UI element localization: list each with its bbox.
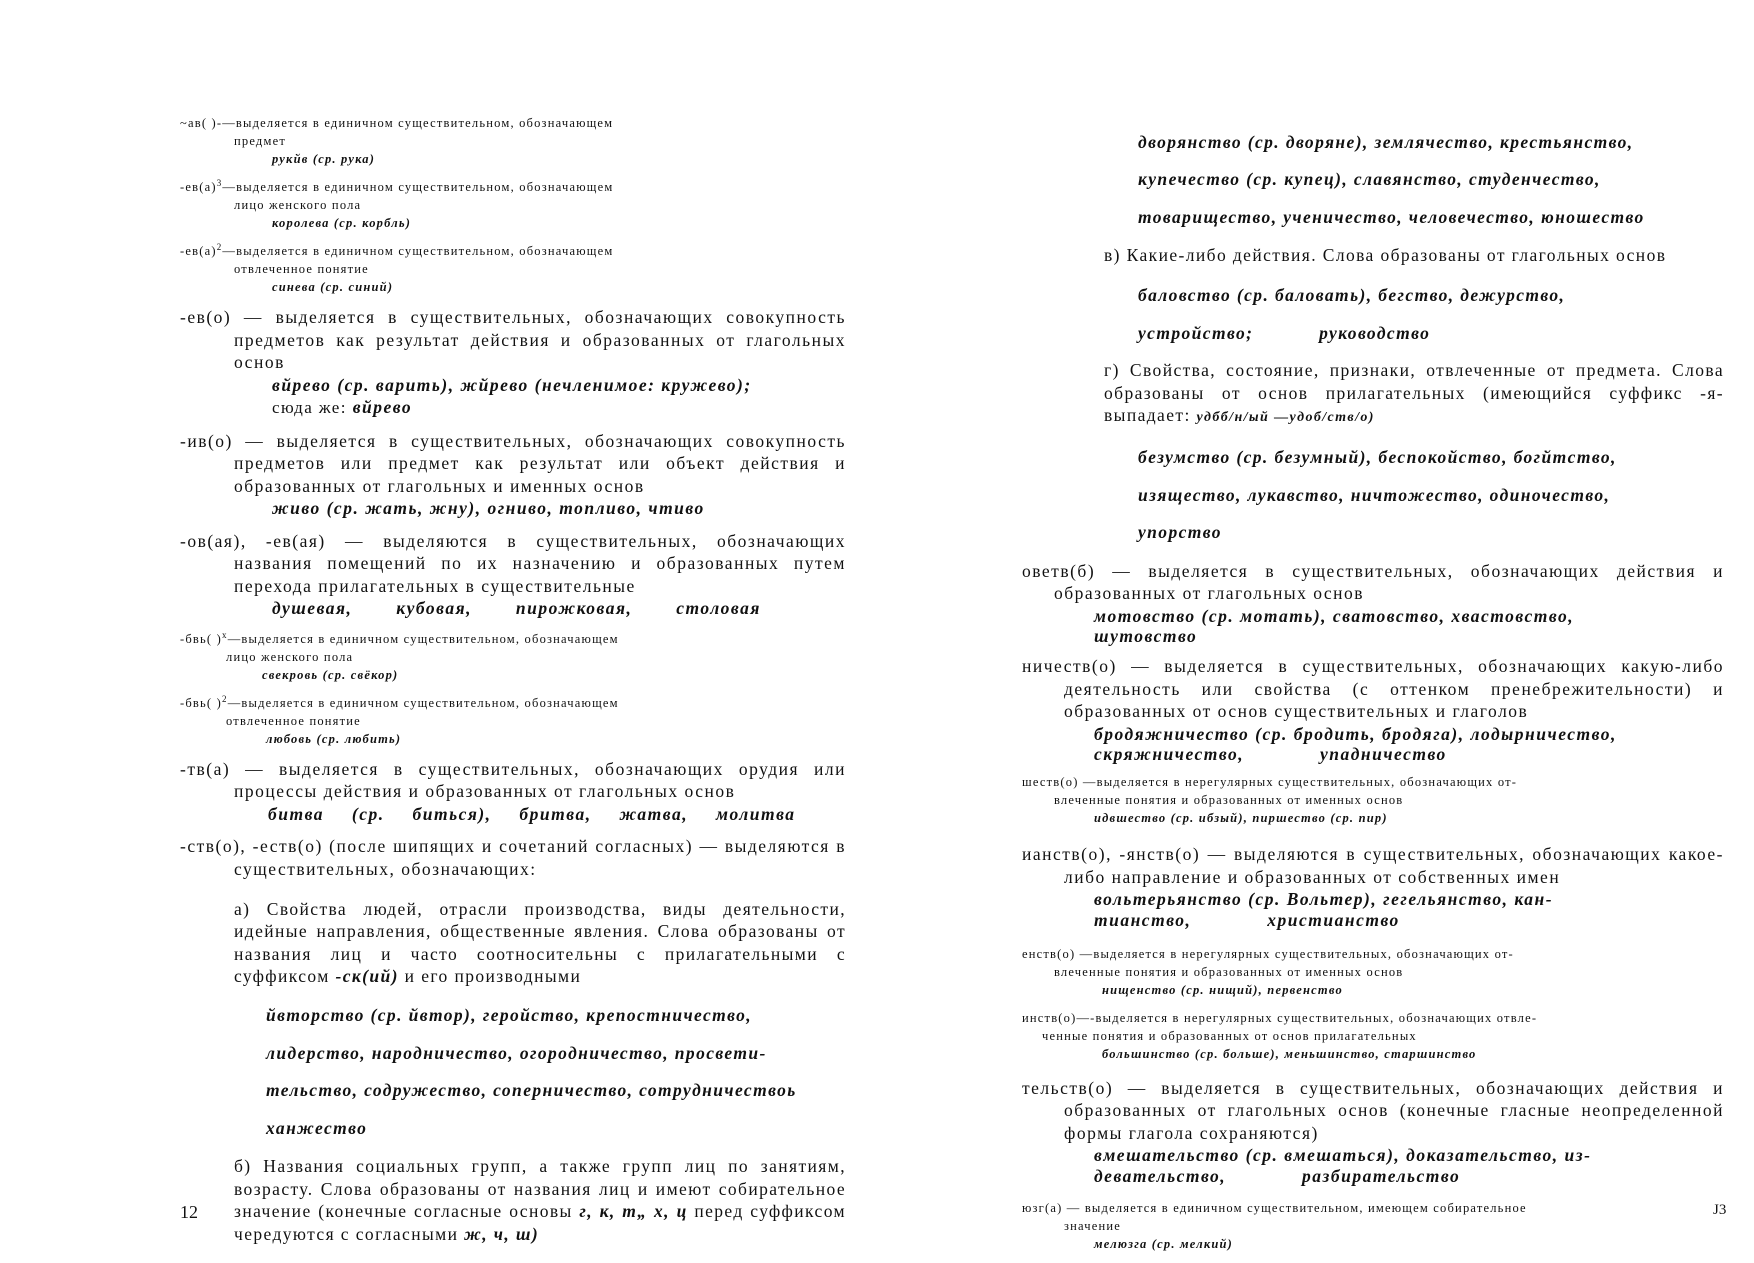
suffix: -ев(а) bbox=[180, 180, 217, 194]
entry-example: мелюзга (ср. мелкий) bbox=[1094, 1236, 1234, 1251]
entry-head: юзг(а) — выделяется в единичном существительном, имеющем собирательное bbox=[1022, 1200, 1527, 1215]
suffix: -бвь( ) bbox=[180, 695, 222, 710]
subsection-text: в) Какие-либо действия. Слова образованы от глагольных основ bbox=[1104, 245, 1667, 265]
entry-text: -ств(о), -еств(о) (после шипящих и сочетаний согласных) — выделяются в существительных, обозначающих: bbox=[180, 836, 846, 879]
subsection-body: б) Названия социальных групп, а также групп лиц по занятиям, возрасту. Слова образованы от названия лиц и имеют собирательное значение (конечные согласные основы bbox=[234, 1156, 846, 1221]
entry-head: енств(о) —выделяется в нерегулярных существительных, обозначающих от- bbox=[1022, 946, 1514, 961]
entry-text: -ов(ая), -ев(ая) — выделяются в существительных, обозначающих названия помещений по их назначению и образованных путем перехода прилагательных в существительные bbox=[180, 530, 846, 596]
entry-eva-3 bbox=[180, 178, 846, 232]
entry-example: шутовство bbox=[1094, 626, 1198, 646]
entry-text: -ив(о) — выделяется в существительных, обозначающих совокупность предметов или предмет как результат или объект действия и образованных от глагольных и именных основ bbox=[180, 430, 846, 496]
entry-bov-1 bbox=[180, 630, 846, 684]
entry-ovstvo bbox=[1022, 560, 1724, 646]
sub-example: баловство (ср. баловать), бегство, дежурство, bbox=[1138, 285, 1566, 305]
subsection-body-2: перед суффиксом чередуются с согласными bbox=[234, 1201, 846, 1244]
example-word: вйрево bbox=[352, 397, 413, 417]
entry-example: битва (ср. биться), бритва, жатва, молитва bbox=[268, 803, 796, 824]
entry-example: рукйв (ср. рука) bbox=[272, 152, 376, 166]
sub-example: тельство, содружество, соперничество, сотрудничествоь bbox=[266, 1080, 797, 1100]
entry-example bbox=[180, 396, 846, 420]
entry-continuation: лицо женского пола bbox=[226, 649, 354, 664]
page-number: J3 bbox=[1713, 1202, 1727, 1218]
entry-ovaya bbox=[180, 530, 846, 620]
sub-example: упорство bbox=[1138, 522, 1222, 542]
entry-example: синева (ср. синий) bbox=[272, 280, 394, 294]
definition: —выделяется в единичном существительном, обозначающем bbox=[227, 631, 619, 646]
entry-text: -ев(о) — выделяется в существительных, обозначающих совокупность предметов как результат действия и образованных от глагольных основ bbox=[180, 307, 846, 372]
entry-ianstvo bbox=[1022, 843, 1724, 929]
entry-head: инств(о)—-выделяется в нерегулярных существительных, обозначающих отвле- bbox=[1022, 1010, 1538, 1025]
entry-example: идвшество (ср. ибзый), пиршество (ср. пир) bbox=[1094, 811, 1388, 825]
entry-continuation: влеченные понятия и образованных от именных основ bbox=[1054, 793, 1404, 807]
entry-text: тельств(о) — выделяется в существительных, обозначающих действия и образованных от глагольных основ (конечные гласные неопределенной формы глагола сохраняются) bbox=[1022, 1077, 1724, 1143]
entry-example: нищенство (ср. нищий), первенство bbox=[1102, 982, 1343, 997]
superscript: х bbox=[221, 629, 228, 640]
entry-example: королева (ср. корбль) bbox=[272, 216, 412, 230]
sub-example: лидерство, народничество, огородничество, просвети- bbox=[266, 1042, 767, 1063]
entry-continuation: отвлеченное понятие bbox=[226, 713, 361, 728]
definition: —выделяется в единичном существительном, обозначающем bbox=[227, 695, 619, 710]
entry-head bbox=[180, 694, 846, 712]
entry-yuzga bbox=[1022, 1199, 1727, 1253]
entry-example: вйрево (ср. варить), жйрево (нечленимое: кружево); bbox=[272, 374, 752, 395]
entry-instvo bbox=[1022, 1009, 1724, 1063]
entry-head bbox=[180, 178, 846, 196]
entry-head: ~ав( )-—выделяется в единичном существительном, обозначающем bbox=[180, 116, 614, 130]
entry-continuation: ченные понятия и образованных от основ прилагательных bbox=[1042, 1028, 1417, 1043]
subsection-v bbox=[1104, 244, 1724, 342]
entry-head bbox=[180, 630, 846, 648]
sub-example: дворянство (ср. дворяне), землячество, крестьянство, bbox=[1138, 131, 1634, 152]
entry-example: свекровь (ср. свёкор) bbox=[262, 667, 399, 682]
suffix: -ск(ий) bbox=[335, 966, 399, 986]
sub-example: купечество (ср. купец), славянство, студенчество, bbox=[1138, 169, 1601, 189]
entry-example: вольтерьянство (ср. Вольтер), гегельянство, кан- bbox=[1094, 889, 1554, 909]
entry-stvo bbox=[180, 835, 846, 880]
entry-text: -тв(а) — выделяется в существительных, обозначающих орудия или процессы действия и образованных от глагольных основ bbox=[180, 758, 846, 801]
right-entries bbox=[1022, 560, 1727, 1253]
sub-example: устройство; руководство bbox=[1138, 322, 1431, 343]
subsection-a bbox=[234, 898, 846, 1138]
entry-head bbox=[180, 242, 846, 260]
entry-example: живо (ср. жать, жну), огниво, топливо, чтиво bbox=[272, 498, 705, 518]
subsection-body-end: и его производными bbox=[404, 966, 582, 986]
entry-av bbox=[180, 114, 846, 168]
entry-example: мотовство (ср. мотать), сватовство, хвастовство, bbox=[1094, 605, 1575, 626]
superscript: 3 bbox=[216, 177, 223, 188]
entry-example: душевая, кубовая, пирожковая, столовая bbox=[272, 598, 761, 618]
definition: —выделяется в единичном существительном, обозначающем bbox=[222, 244, 614, 258]
entry-continuation: предмет bbox=[234, 134, 287, 148]
superscript: 2 bbox=[221, 693, 228, 704]
entry-telstvo bbox=[1022, 1077, 1724, 1185]
entry-text: оветв(б) — выделяется в существительных, обозначающих действия и образованных от глагольных основ bbox=[1022, 560, 1724, 603]
subsection-body: а) Свойства людей, отрасли производства, виды деятельности, идейные направления, общественные явления. Слова образованы от названия лиц и часто соотносительны с прилагательными с суффиксом bbox=[234, 898, 846, 986]
entry-text: ианств(о), -янств(о) — выделяются в существительных, обозначающих какое-либо направление и образованных от собственных имен bbox=[1022, 844, 1724, 887]
superscript: 2 bbox=[216, 241, 223, 252]
sub-example: йвторство (ср. йвтор), геройство, крепостничество, bbox=[266, 1005, 753, 1025]
entry-continuation: отвлеченное понятие bbox=[234, 262, 369, 276]
right-column bbox=[1022, 114, 1727, 1263]
entry-example: вмешательство (ср. вмешаться), доказательство, из- bbox=[1094, 1145, 1592, 1165]
sub-example: изящество, лукавство, ничтожество, одиночество, bbox=[1138, 484, 1611, 505]
definition: —выделяется в единичном существительном, обозначающем bbox=[222, 180, 614, 194]
consonants: г, к, т„ х, ц bbox=[579, 1201, 688, 1221]
suffix: -бвь( ) bbox=[180, 631, 222, 646]
sub-example: безумство (ср. безумный), беспокойство, богйтство, bbox=[1138, 447, 1617, 467]
entry-evo bbox=[180, 306, 846, 420]
subsection-text bbox=[234, 898, 846, 988]
entry-example: любовь (ср. любить) bbox=[266, 731, 402, 746]
suffix: -ев(а) bbox=[180, 244, 217, 258]
left-page bbox=[0, 0, 877, 1244]
see-also: сюда же: bbox=[272, 398, 347, 417]
entry-bov-2 bbox=[180, 694, 846, 748]
entry-shestvo bbox=[1022, 773, 1724, 827]
entry-example: тианство, христианство bbox=[1094, 909, 1400, 930]
entry-tva bbox=[180, 758, 846, 826]
subsection-g bbox=[1104, 359, 1724, 542]
subsection-b-continued bbox=[1104, 132, 1724, 227]
entry-eva-2 bbox=[180, 242, 846, 296]
right-page bbox=[877, 0, 1754, 1251]
entry-continuation: лицо женского пола bbox=[234, 198, 362, 212]
subsection-body: г) Свойства, состояние, признаки, отвлеченные от предмета. Слова образованы от основ прилагательных (имеющийся суффикс -я- выпадает: bbox=[1104, 360, 1724, 425]
sub-example: ханжество bbox=[266, 1117, 368, 1138]
entry-example: девательство, разбирательство bbox=[1094, 1165, 1461, 1186]
entry-text: ничеств(о) — выделяется в существительных, обозначающих какую-либо деятельность или свойства (с оттенком пренебрежительности) и образованных от основ существительных и глаголов bbox=[1022, 656, 1724, 721]
subsection-b bbox=[234, 1155, 846, 1245]
sub-example: товарищество, ученичество, человечество, юношество bbox=[1138, 206, 1645, 227]
consonants-alternation: ж, ч, ш) bbox=[464, 1223, 540, 1244]
example-note: удбб/н/ый —удоб/ств/о) bbox=[1196, 410, 1375, 425]
entry-example: большинство (ср. больше), меньшинство, старшинство bbox=[1102, 1046, 1477, 1061]
entry-example: бродяжничество (ср. бродить, бродяга), лодырничество, bbox=[1094, 723, 1617, 744]
entry-ivo bbox=[180, 430, 846, 520]
entry-nichestvo bbox=[1022, 655, 1724, 763]
subsection-text bbox=[1104, 359, 1724, 430]
entry-continuation: влеченные понятия и образованных от именных основ bbox=[1054, 964, 1404, 979]
entry-enstvo bbox=[1022, 945, 1724, 999]
left-column bbox=[180, 114, 846, 1263]
page-number: 12 bbox=[180, 1202, 198, 1222]
entry-continuation: значение bbox=[1064, 1218, 1122, 1233]
entry-example: скряжничество, упадничество bbox=[1094, 744, 1447, 764]
subsection-text bbox=[234, 1155, 846, 1245]
entry-head: шеств(о) —выделяется в нерегулярных существительных, обозначающих от- bbox=[1022, 775, 1518, 789]
